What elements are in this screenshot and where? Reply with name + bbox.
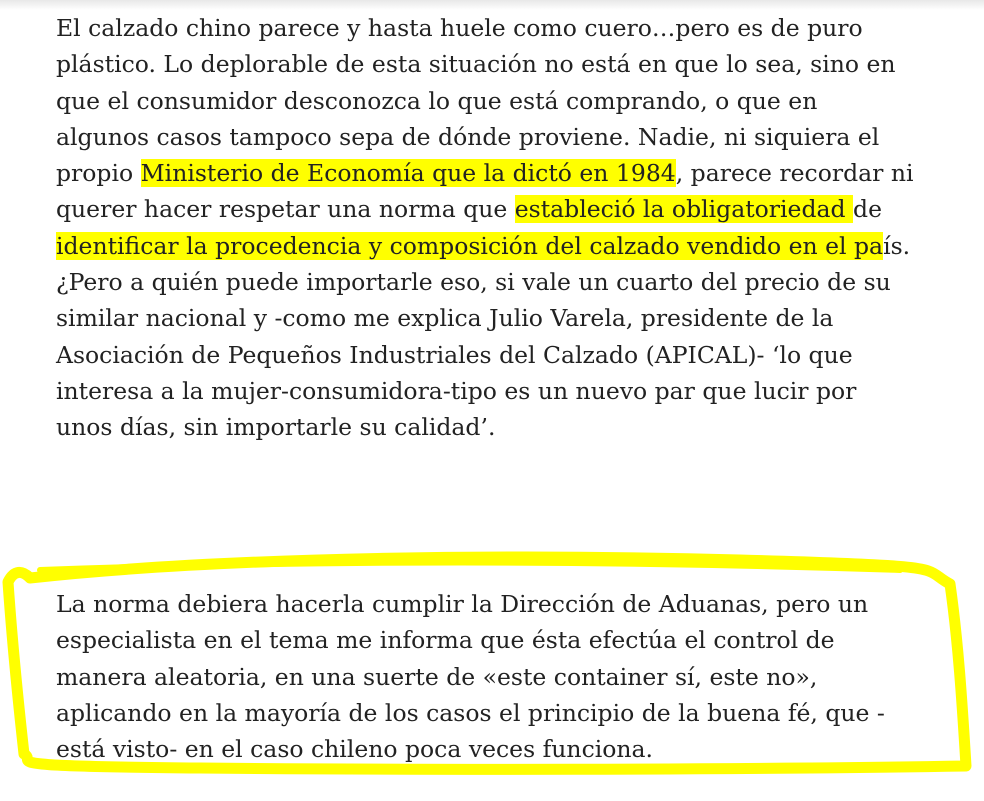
text-line	[56, 228, 956, 264]
text-line: similar nacional y -como me explica Julio Varela, presidente de la	[56, 304, 834, 333]
top-bar-shadow	[0, 0, 984, 10]
text-line: aplicando en la mayoría de los casos el principio de la buena fé, que -	[56, 698, 885, 727]
text-segment: ís.	[883, 231, 911, 260]
text-line: especialista en el tema me informa que ésta efectúa el control de	[56, 626, 835, 655]
text-segment: , parece recordar ni	[675, 159, 914, 188]
text-line: algunos casos tampoco sepa de dónde proviene. Nadie, ni siquiera el	[56, 122, 880, 151]
highlighted-text: identificar la procedencia y composición del calzado vendido en el pa	[56, 231, 884, 260]
text-line: ¿Pero a quién puede importarle eso, si vale un cuarto del precio de su	[56, 268, 891, 297]
text-line: unos días, sin importarle su calidad’.	[56, 413, 496, 442]
text-line: El calzado chino parece y hasta huele como cuero…pero es de puro	[56, 14, 863, 42]
highlighted-text: Ministerio de Economía que la dictó en 1984	[140, 159, 676, 188]
text-line: que el consumidor desconozca lo que está comprando, o que en	[56, 86, 818, 115]
article-paragraph-2	[56, 586, 896, 767]
text-line: está visto- en el caso chileno poca veces funciona.	[56, 735, 654, 764]
article-paragraph-1	[56, 10, 956, 446]
text-line: plástico. Lo deplorable de esta situación no está en que lo sea, sino en	[56, 50, 896, 79]
highlighted-text: estableció la obligatoriedad	[514, 195, 854, 224]
text-line	[56, 191, 956, 227]
text-segment: querer hacer respetar una norma que	[56, 195, 515, 224]
text-line: interesa a la mujer-consumidora-tipo es un nuevo par que lucir por	[56, 376, 857, 405]
text-line: manera aleatoria, en una suerte de «este container sí, este no»,	[56, 662, 818, 691]
text-line: Asociación de Pequeños Industriales del Calzado (APICAL)- ‘lo que	[56, 340, 853, 369]
text-segment: propio	[56, 159, 141, 188]
text-line: La norma debiera hacerla cumplir la Dirección de Aduanas, pero un	[56, 590, 869, 618]
text-segment: de	[853, 195, 882, 224]
text-line	[56, 155, 956, 191]
